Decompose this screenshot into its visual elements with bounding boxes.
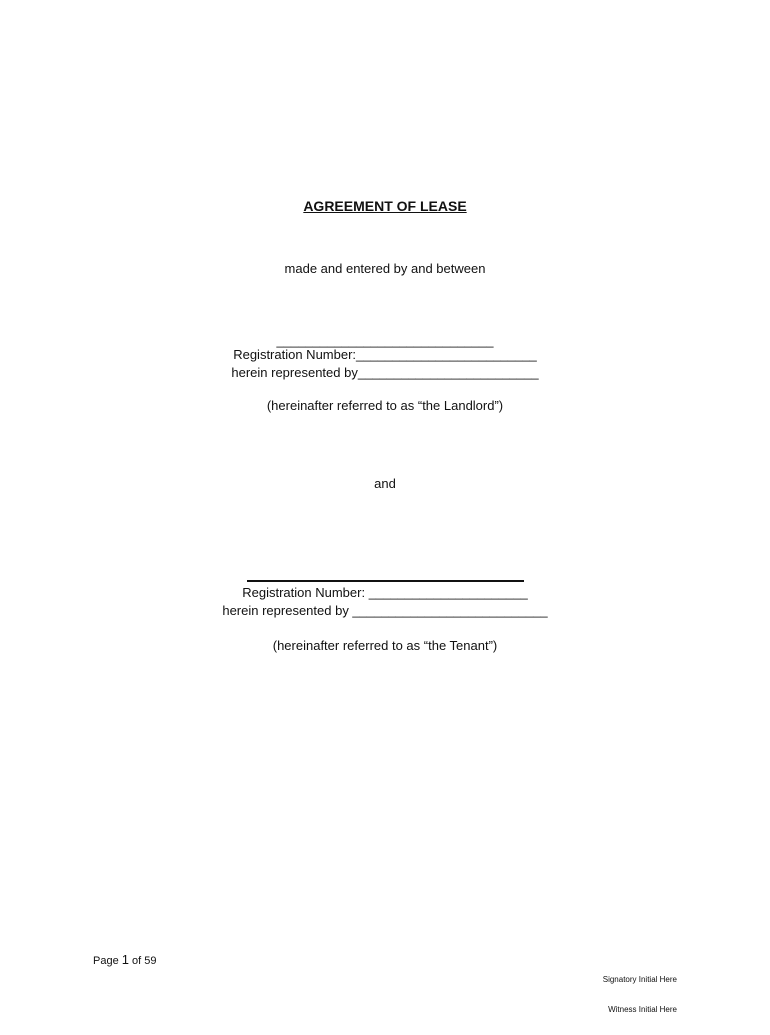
page-total: of 59	[128, 955, 157, 967]
landlord-reference-text: (hereinafter referred to as “the Landlord”)	[266, 398, 504, 413]
signatory-initial-text: Signatory Initial Here	[602, 975, 677, 984]
page-number-footer	[93, 953, 157, 968]
tenant-registration-line: Registration Number: ______________________	[242, 585, 528, 600]
page-number: 1	[121, 952, 129, 967]
landlord-name-blank: ______________________________	[276, 333, 494, 348]
page-prefix: Page	[93, 955, 122, 967]
witness-initial-text: Witness Initial Here	[608, 1005, 677, 1014]
tenant-represented-line: herein represented by ___________________________	[222, 603, 548, 618]
landlord-registration-line: Registration Number:_________________________	[233, 347, 537, 362]
conjunction-text: and	[374, 476, 396, 491]
tenant-name-rule	[247, 580, 524, 582]
tenant-reference-text: (hereinafter referred to as “the Tenant”)	[272, 638, 498, 653]
intro-text: made and entered by and between	[284, 261, 486, 276]
document-title: AGREEMENT OF LEASE	[303, 198, 467, 214]
landlord-represented-line: herein represented by_________________________	[231, 365, 539, 380]
initials-footer	[603, 955, 677, 1035]
